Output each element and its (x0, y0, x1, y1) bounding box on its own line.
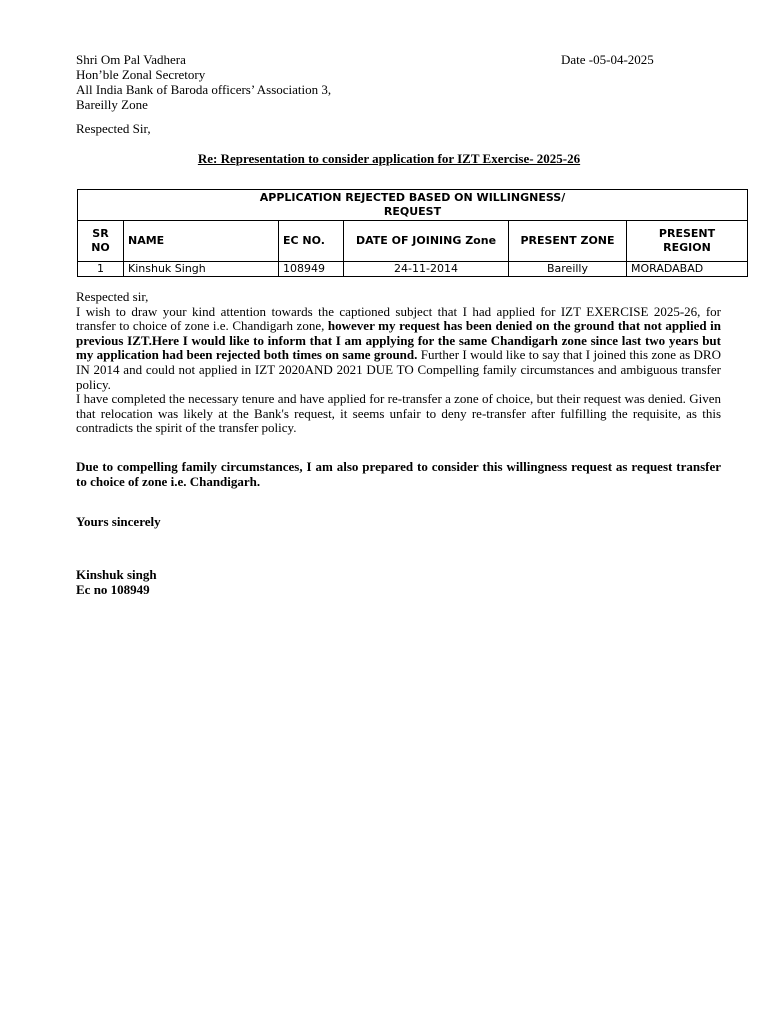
cell-present-zone: Bareilly (509, 262, 627, 277)
letter-date: Date -05-04-2025 (561, 52, 654, 67)
cell-sr-no: 1 (78, 262, 124, 277)
cell-present-region: MORADABAD (627, 262, 748, 277)
body-paragraph-1 (76, 305, 721, 393)
header-sr-no-line2: NO (91, 241, 110, 254)
header-present-region-line2: REGION (663, 241, 711, 254)
header-present-zone: PRESENT ZONE (509, 221, 627, 262)
body-paragraph-2: I have completed the necessary tenure and have applied for re-transfer a zone of choice, but their request was denied. Given that relocation was likely at the Bank's request, it seems unfair to deny re-transfer after fulfilling the requisite, as this contradicts the spirit of the transfer policy. (76, 391, 721, 436)
cell-date-of-joining: 24-11-2014 (344, 262, 509, 277)
table-title-line2: REQUEST (383, 205, 442, 218)
header-sr-no-line1: SR (92, 227, 109, 240)
header-date-of-joining: DATE OF JOINING Zone (344, 221, 509, 262)
header-name: NAME (124, 221, 279, 262)
table-title (78, 190, 748, 221)
recipient-address (76, 52, 331, 112)
table-row (78, 262, 748, 277)
subject-line: Re: Representation to consider application for IZT Exercise- 2025-26 (197, 151, 581, 166)
closing: Yours sincerely (76, 514, 161, 529)
salutation: Respected Sir, (76, 121, 151, 136)
table-title-line1: APPLICATION REJECTED BASED ON WILLINGNESS/ (259, 191, 566, 204)
header-present-region (627, 221, 748, 262)
body-salutation: Respected sir, (76, 289, 149, 304)
recipient-organization: All India Bank of Baroda officers’ Association 3, (76, 82, 332, 97)
recipient-name: Shri Om Pal Vadhera (76, 52, 186, 67)
signature-name: Kinshuk singh (76, 567, 157, 582)
body-p1-emphasis: however my request has been denied on the ground that not applied in previous IZT.Here I would like to inform that I am applying for the same Chandigarh zone since last two years but my application had been rejected both times on same ground. (76, 318, 721, 363)
header-present-region-line1: PRESENT (658, 227, 716, 240)
rejection-table (77, 189, 748, 277)
header-ec-no: EC NO. (279, 221, 344, 262)
header-sr-no (78, 221, 124, 262)
recipient-zone: Bareilly Zone (76, 97, 148, 112)
signature-block (76, 567, 157, 597)
cell-ec-no: 108949 (279, 262, 344, 277)
letter-body (76, 290, 721, 436)
recipient-designation: Hon’ble Zonal Secretory (76, 67, 206, 82)
body-p1-rest: Further I would like to say that I joined this zone as DRO IN 2014 and could not applied in IZT 2020AND 2021 DUE TO Compelling family circumstances and ambiguous transfer policy. (76, 347, 721, 392)
body-p1-intro: I wish to draw your kind attention towards the captioned subject that I had applied for IZT EXERCISE 2025-26, for transfer to choice of zone i.e. Chandigarh zone, (76, 303, 721, 334)
cell-name: Kinshuk Singh (124, 262, 279, 277)
request-paragraph: Due to compelling family circumstances, I am also prepared to consider this willingness request as request transfer to choice of zone i.e. Chandigarh. (76, 459, 721, 489)
signature-ec-no: Ec no 108949 (76, 582, 150, 597)
